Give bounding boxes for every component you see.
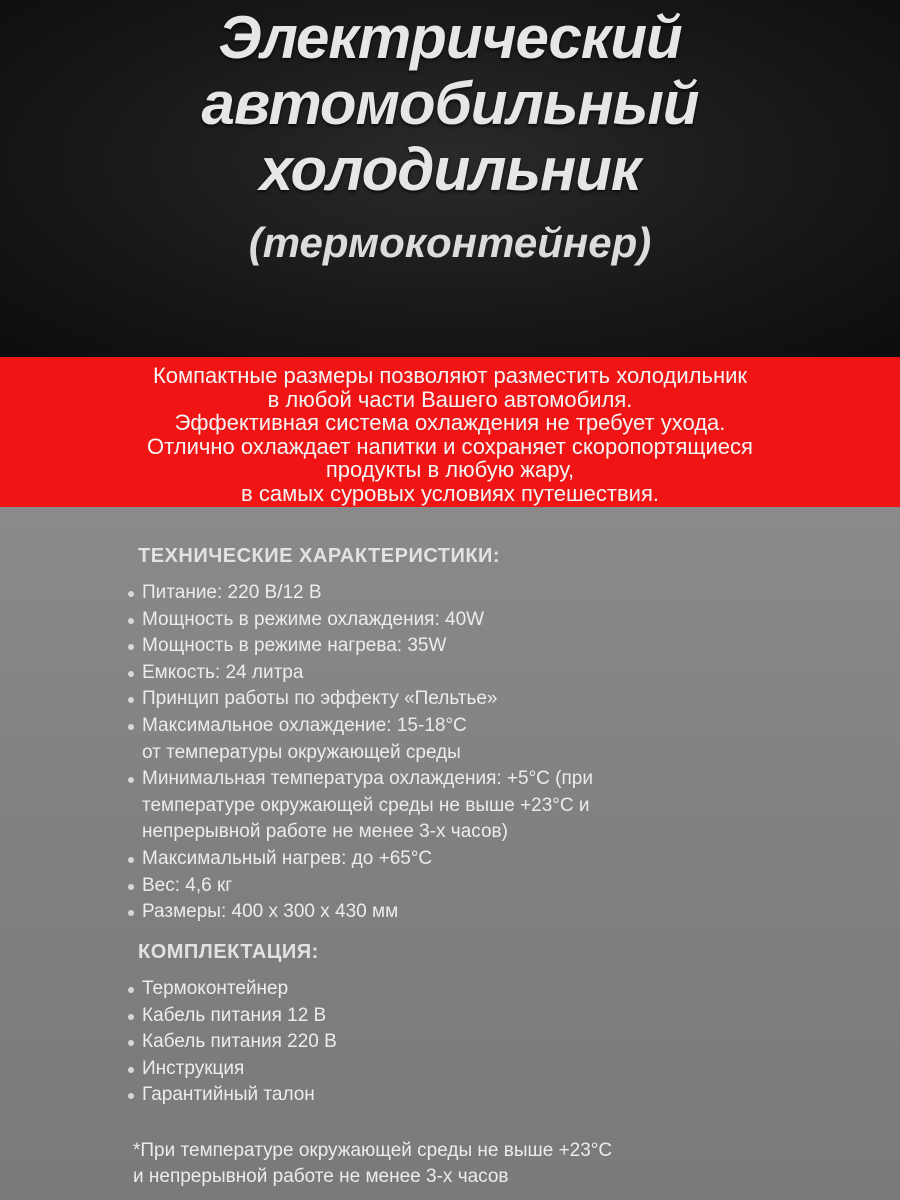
spec-item — [126, 899, 593, 926]
spec-line: Мощность в режиме охлаждения: 40W — [142, 608, 485, 630]
spec-item — [126, 633, 593, 660]
specs-heading: ТЕХНИЧЕСКИЕ ХАРАКТЕРИСТИКИ: — [138, 545, 501, 567]
intro-text — [0, 364, 900, 505]
bullet-icon — [128, 1093, 134, 1099]
spec-line: Вес: 4,6 кг — [142, 874, 233, 896]
spec-line: Мощность в режиме нагрева: 35W — [142, 635, 447, 657]
intro-line: Отлично охлаждает напитки и сохраняет скоропортящиеся — [147, 433, 753, 459]
bullet-icon — [128, 987, 134, 993]
footnote-line: и непрерывной работе не менее 3-х часов — [133, 1166, 509, 1187]
kit-item — [126, 1082, 337, 1109]
title-line-2: автомобильный — [201, 70, 699, 137]
intro-line: в самых суровых условиях путешествия. — [241, 480, 659, 506]
bullet-icon — [128, 591, 134, 597]
spec-item — [126, 660, 593, 687]
bullet-icon — [128, 910, 134, 916]
kit-item — [126, 976, 337, 1003]
intro-line: продукты в любую жару, — [325, 457, 575, 482]
bullet-icon — [128, 618, 134, 624]
bullet-icon — [128, 1067, 134, 1073]
kit-line: Термоконтейнер — [142, 978, 289, 999]
bullet-icon — [128, 884, 134, 890]
spec-item — [126, 686, 593, 713]
spec-item — [126, 766, 593, 846]
kit-line: Гарантийный талон — [142, 1084, 315, 1106]
footnote-line: *При температуре окружающей среды не выше +23°С — [133, 1140, 613, 1161]
intro-line: Компактные размеры позволяют разместить холодильник — [152, 363, 748, 388]
spec-line: температуре окружающей среды не выше +23°С и — [142, 794, 590, 816]
specs-list — [126, 580, 593, 926]
kit-line: Кабель питания 12 В — [142, 1004, 327, 1026]
spec-line: непрерывной работе не менее 3-х часов) — [142, 821, 508, 843]
kit-heading: КОМПЛЕКТАЦИЯ: — [138, 941, 319, 963]
kit-line: Инструкция — [142, 1057, 245, 1079]
footnote — [133, 1138, 612, 1190]
spec-item — [126, 713, 593, 766]
spec-line: Принцип работы по эффекту «Пельтье» — [142, 688, 498, 710]
kit-line: Кабель питания 220 В — [142, 1031, 337, 1053]
spec-item — [126, 580, 593, 607]
kit-item — [126, 1029, 337, 1056]
intro-line: Эффективная система охлаждения не требует ухода. — [174, 410, 726, 435]
spec-line: Максимальное охлаждение: 15-18°С — [142, 714, 467, 736]
intro-band — [0, 357, 900, 507]
title-line-3: холодильник — [259, 136, 641, 203]
spec-line: Минимальная температура охлаждения: +5°С (при — [142, 768, 593, 790]
bullet-icon — [128, 671, 134, 677]
title-line-1: Электрический — [218, 4, 682, 71]
bullet-icon — [128, 777, 134, 783]
spec-line: Питание: 220 В/12 В — [142, 582, 322, 603]
spec-line: Размеры: 400 х 300 х 430 мм — [142, 901, 399, 923]
spec-line: Емкость: 24 литра — [142, 661, 304, 683]
spec-item — [126, 607, 593, 634]
bullet-icon — [128, 644, 134, 650]
kit-item — [126, 1003, 337, 1030]
kit-list — [126, 976, 337, 1109]
spec-item — [126, 873, 593, 900]
kit-item — [126, 1056, 337, 1083]
spec-line: Максимальный нагрев: до +65°С — [142, 847, 433, 869]
spec-item — [126, 846, 593, 873]
bullet-icon — [128, 697, 134, 703]
page-subtitle: (термоконтейнер) — [248, 219, 652, 266]
bullet-icon — [128, 857, 134, 863]
intro-line: в любой части Вашего автомобиля. — [267, 386, 633, 412]
header-panel — [0, 0, 900, 357]
spec-line: от температуры окружающей среды — [142, 741, 461, 763]
bullet-icon — [128, 1040, 134, 1046]
bullet-icon — [128, 724, 134, 730]
bullet-icon — [128, 1014, 134, 1020]
